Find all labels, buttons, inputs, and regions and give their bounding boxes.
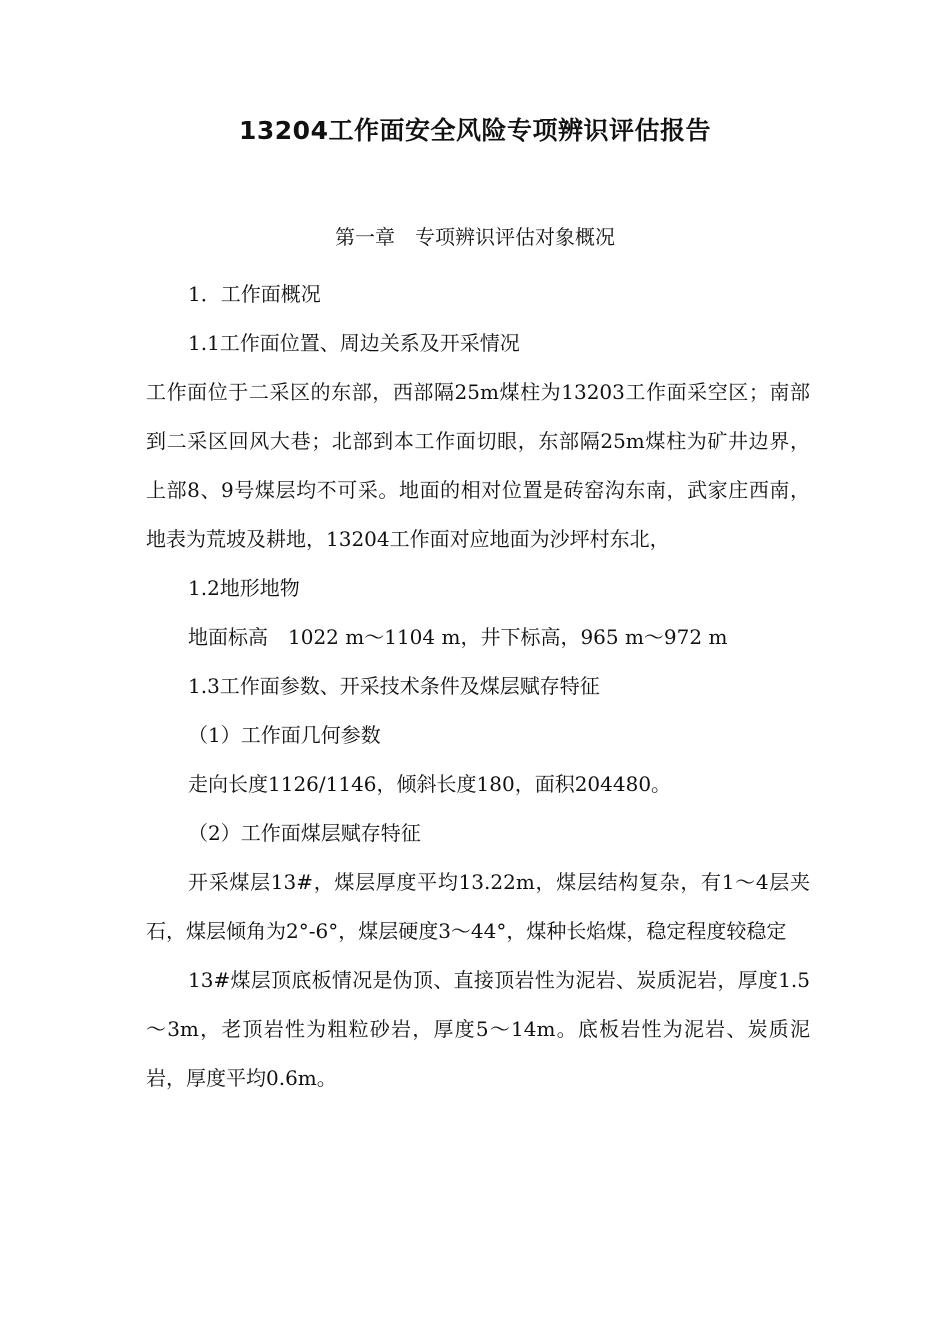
document-title: 13204工作面安全风险专项辨识评估报告 — [239, 116, 711, 145]
section-heading-1-1: 1.1工作面位置、周边关系及开采情况 — [188, 331, 520, 355]
document-body — [146, 270, 810, 1103]
paragraph-roof-floor: 13#煤层顶底板情况是伪顶、直接顶岩性为泥岩、炭质泥岩，厚度1.5～3m，老顶岩性为粗粒砂岩，厚度5～14m。底板岩性为泥岩、炭质泥岩，厚度平均0.6m。 — [146, 968, 810, 1090]
section-heading-1: 1．工作面概况 — [188, 282, 321, 306]
section-heading-1-3: 1.3工作面参数、开采技术条件及煤层赋存特征 — [188, 674, 600, 698]
subsection-heading-seam: （2）工作面煤层赋存特征 — [188, 821, 421, 845]
paragraph-location: 工作面位于二采区的东部，西部隔25m煤柱为13203工作面采空区；南部到二采区回风大巷；北部到本工作面切眼，东部隔25m煤柱为矿井边界，上部8、9号煤层均不可采。地面的相对位置是砖窑沟东南，武家庄西南，地表为荒坡及耕地，13204工作面对应地面为沙坪村东北， — [146, 380, 810, 551]
paragraph-elevation: 地面标高 1022 m～1104 m，井下标高，965 m～972 m — [188, 625, 728, 649]
section-heading-1-2: 1.2地形地物 — [188, 576, 300, 600]
paragraph-geometry: 走向长度1126/1146，倾斜长度180，面积204480。 — [188, 772, 672, 796]
paragraph-seam: 开采煤层13#，煤层厚度平均13.22m，煤层结构复杂，有1～4层夹石，煤层倾角为2°-6°，煤层硬度3～44°，煤种长焰煤，稳定程度较稳定 — [146, 870, 810, 943]
subsection-heading-geometry: （1）工作面几何参数 — [188, 723, 381, 747]
chapter-heading: 第一章 专项辨识评估对象概况 — [335, 225, 615, 249]
